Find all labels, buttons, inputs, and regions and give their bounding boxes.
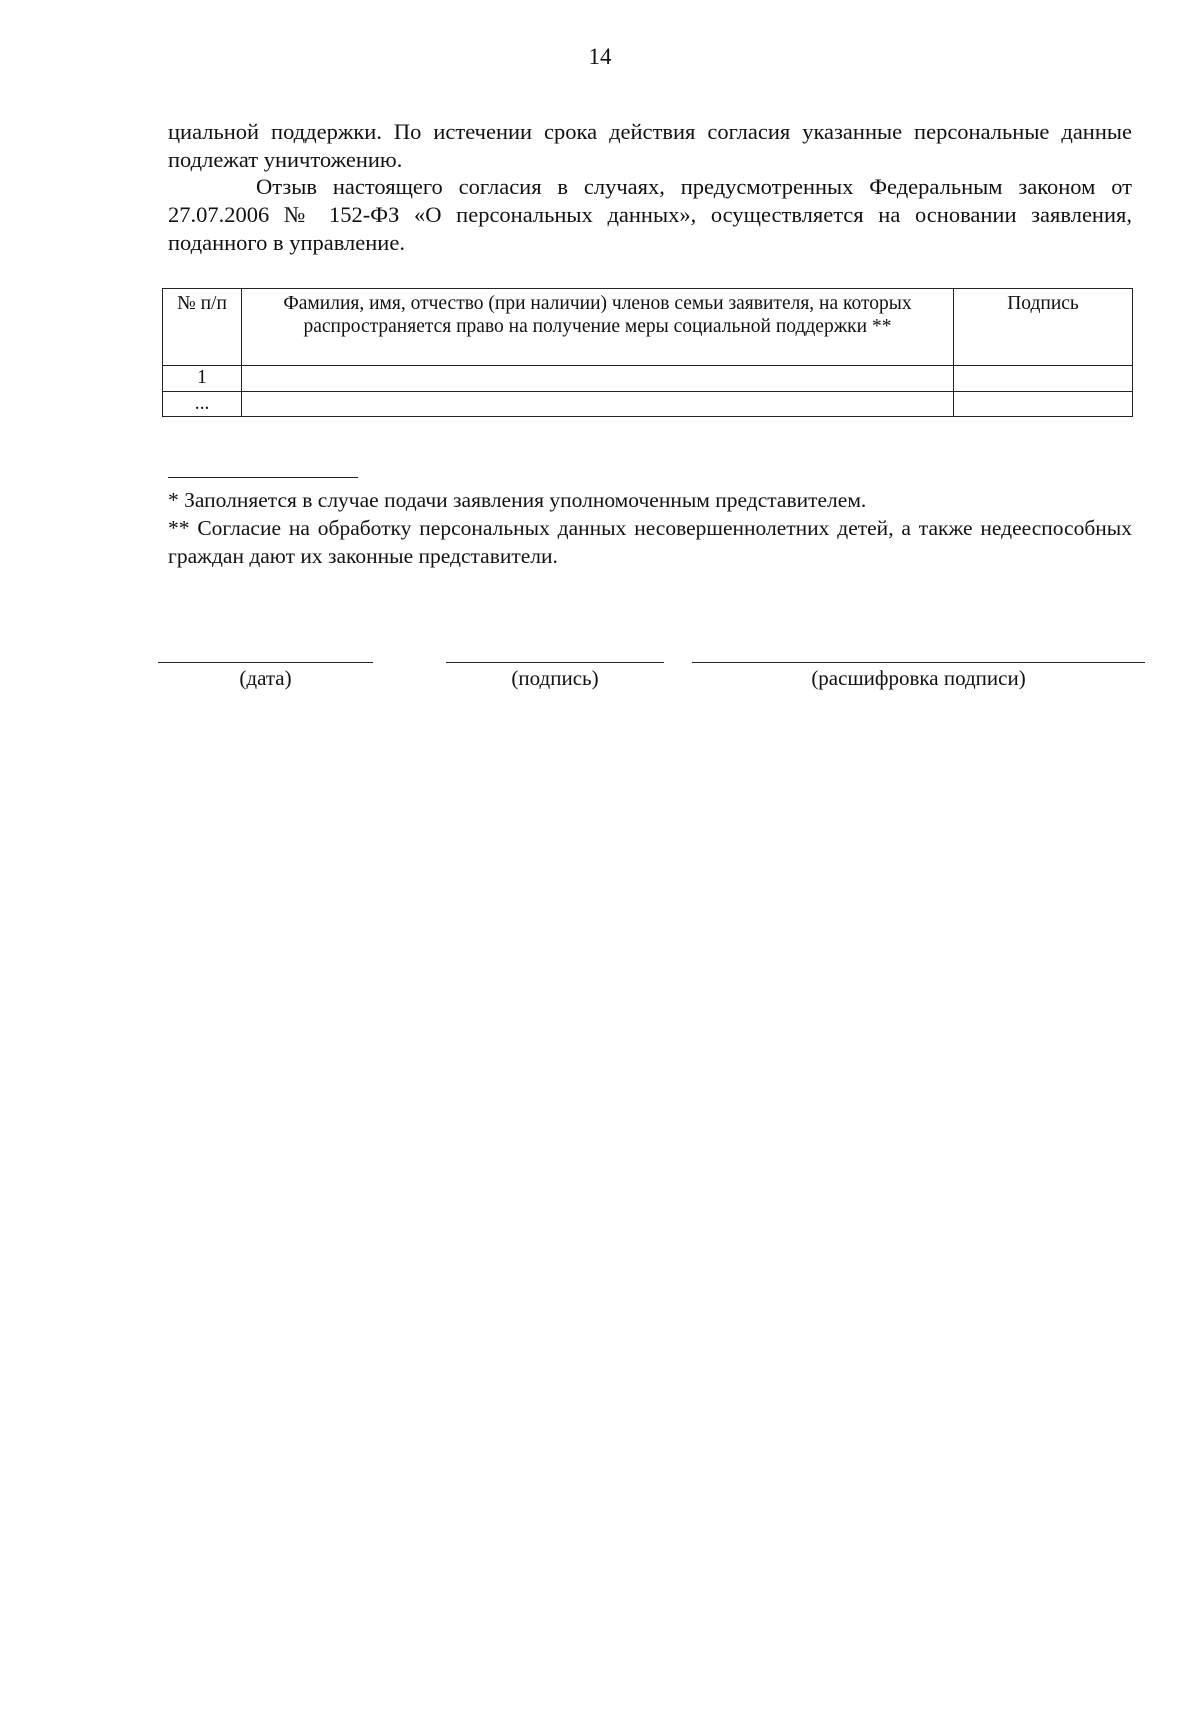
page-number: 14 [588, 44, 612, 69]
row-name-cell[interactable] [242, 366, 954, 392]
table-row [163, 392, 1133, 417]
date-label: (дата) [239, 666, 292, 690]
signature-line[interactable] [446, 662, 664, 663]
family-members-table [162, 288, 1133, 417]
signature-decoding-label: (расшифровка подписи) [811, 666, 1026, 690]
footnote-authorized-representative: * Заполняется в случае подачи заявления уполномоченным представителем. [168, 488, 867, 512]
paragraph-data-destruction: циальной поддержки. По истечении срока действия согласия указанные персональные данные подлежат уничтожению. [168, 119, 1132, 172]
signature-decoding-line[interactable] [692, 662, 1145, 663]
table-row [163, 366, 1133, 392]
header-signature: Подпись [954, 289, 1133, 366]
header-number: № п/п [163, 289, 242, 366]
footnote-legal-representatives: ** Согласие на обработку персональных данных несовершеннолетних детей, а также недееспособных граждан дают их законные представители. [168, 516, 1132, 568]
table-header-row [163, 289, 1133, 366]
row-number-cell: 1 [163, 366, 242, 392]
row-signature-cell[interactable] [954, 366, 1133, 392]
row-name-cell[interactable] [242, 392, 954, 417]
paragraph-consent-revocation: Отзыв настоящего согласия в случаях, предусмотренных Федеральным законом от 27.07.2006 № 152-ФЗ «О персональных данных», осуществляется на основании заявления, поданного в управление. [168, 174, 1132, 255]
date-line[interactable] [158, 662, 373, 663]
signature-label: (подпись) [511, 666, 599, 690]
header-family-member-name: Фамилия, имя, отчество (при наличии) членов семьи заявителя, на которых распространяется право на получение меры социальной поддержки ** [242, 289, 954, 366]
row-number-cell: ... [163, 392, 242, 417]
row-signature-cell[interactable] [954, 392, 1133, 417]
footnote-separator [168, 477, 358, 478]
